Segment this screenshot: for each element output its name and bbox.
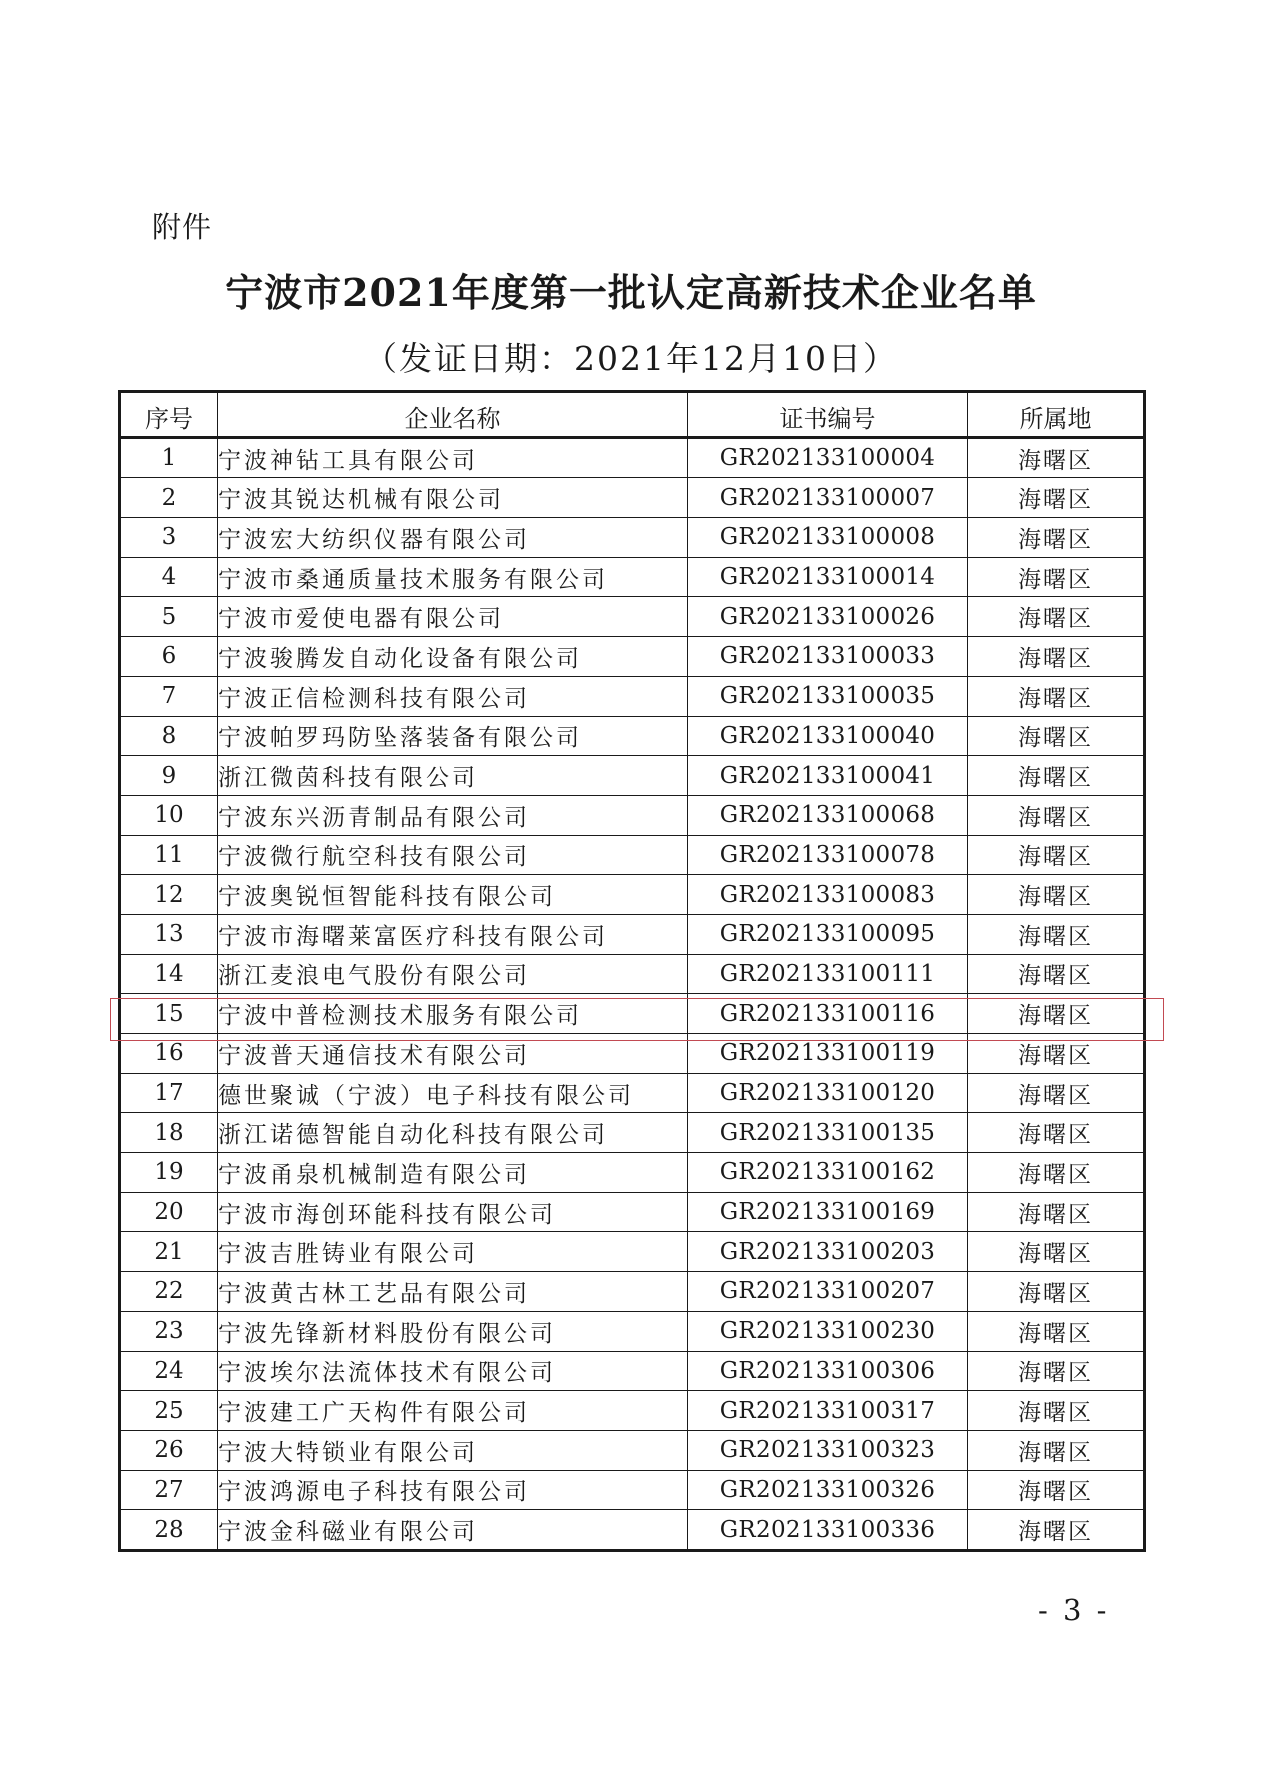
company-name: 浙江麦浪电气股份有限公司 <box>218 954 688 994</box>
certificate-number: GR202133100306 <box>688 1351 968 1391</box>
certificate-number: GR202133100119 <box>688 1034 968 1074</box>
row-index: 21 <box>120 1232 218 1272</box>
row-index: 23 <box>120 1311 218 1351</box>
district: 海曙区 <box>968 1232 1145 1272</box>
table-row <box>120 716 1145 756</box>
certificate-number: GR202133100111 <box>688 954 968 994</box>
district: 海曙区 <box>968 914 1145 954</box>
table-row <box>120 597 1145 637</box>
table-row <box>120 1073 1145 1113</box>
certificate-number: GR202133100095 <box>688 914 968 954</box>
table-row <box>120 676 1145 716</box>
table-row <box>120 478 1145 518</box>
row-index: 25 <box>120 1391 218 1431</box>
header-certificate-number: 证书编号 <box>688 392 968 438</box>
company-name: 宁波金科磁业有限公司 <box>218 1510 688 1551</box>
certificate-number: GR202133100004 <box>688 437 968 478</box>
table-row <box>120 795 1145 835</box>
company-name: 宁波微行航空科技有限公司 <box>218 835 688 875</box>
district: 海曙区 <box>968 637 1145 677</box>
row-index: 27 <box>120 1470 218 1510</box>
district: 海曙区 <box>968 994 1145 1034</box>
district: 海曙区 <box>968 1272 1145 1312</box>
row-index: 18 <box>120 1113 218 1153</box>
row-index: 3 <box>120 518 218 558</box>
table-row <box>120 637 1145 677</box>
table-row <box>120 1113 1145 1153</box>
district: 海曙区 <box>968 597 1145 637</box>
company-name: 宁波市爱使电器有限公司 <box>218 597 688 637</box>
certificate-number: GR202133100203 <box>688 1232 968 1272</box>
district: 海曙区 <box>968 954 1145 994</box>
company-name: 宁波中普检测技术服务有限公司 <box>218 994 688 1034</box>
district: 海曙区 <box>968 1073 1145 1113</box>
district: 海曙区 <box>968 1192 1145 1232</box>
certificate-number: GR202133100026 <box>688 597 968 637</box>
district: 海曙区 <box>968 1510 1145 1551</box>
certificate-number: GR202133100068 <box>688 795 968 835</box>
certificate-number: GR202133100008 <box>688 518 968 558</box>
certificate-number: GR202133100169 <box>688 1192 968 1232</box>
company-name: 宁波大特锁业有限公司 <box>218 1430 688 1470</box>
district: 海曙区 <box>968 1470 1145 1510</box>
company-name: 宁波宏大纺织仪器有限公司 <box>218 518 688 558</box>
certificate-number: GR202133100323 <box>688 1430 968 1470</box>
attachment-label: 附件 <box>152 210 213 244</box>
row-index: 8 <box>120 716 218 756</box>
company-name: 宁波帕罗玛防坠落装备有限公司 <box>218 716 688 756</box>
table-row <box>120 1351 1145 1391</box>
district: 海曙区 <box>968 875 1145 915</box>
table-row <box>120 518 1145 558</box>
certificate-number: GR202133100035 <box>688 676 968 716</box>
certificate-number: GR202133100040 <box>688 716 968 756</box>
certificate-number: GR202133100116 <box>688 994 968 1034</box>
company-name: 宁波黄古林工艺品有限公司 <box>218 1272 688 1312</box>
district: 海曙区 <box>968 1430 1145 1470</box>
company-name: 宁波市海创环能科技有限公司 <box>218 1192 688 1232</box>
certificate-number: GR202133100007 <box>688 478 968 518</box>
issue-date-subtitle: （发证日期：2021年12月10日） <box>364 339 898 378</box>
company-name: 宁波骏腾发自动化设备有限公司 <box>218 637 688 677</box>
table-row <box>120 1311 1145 1351</box>
row-index: 16 <box>120 1034 218 1074</box>
row-index: 7 <box>120 676 218 716</box>
company-name: 宁波其锐达机械有限公司 <box>218 478 688 518</box>
row-index: 9 <box>120 756 218 796</box>
district: 海曙区 <box>968 557 1145 597</box>
certificate-number: GR202133100135 <box>688 1113 968 1153</box>
row-index: 26 <box>120 1430 218 1470</box>
table-row <box>120 1272 1145 1312</box>
row-index: 1 <box>120 437 218 478</box>
row-index: 22 <box>120 1272 218 1312</box>
certificate-number: GR202133100014 <box>688 557 968 597</box>
header-district: 所属地 <box>968 392 1145 438</box>
company-name: 宁波东兴沥青制品有限公司 <box>218 795 688 835</box>
certificate-number: GR202133100230 <box>688 1311 968 1351</box>
row-index: 2 <box>120 478 218 518</box>
table-row <box>120 875 1145 915</box>
company-name: 宁波先锋新材料股份有限公司 <box>218 1311 688 1351</box>
district: 海曙区 <box>968 1391 1145 1431</box>
certificate-number: GR202133100336 <box>688 1510 968 1551</box>
certificate-number: GR202133100120 <box>688 1073 968 1113</box>
table-row <box>120 954 1145 994</box>
header-company-name: 企业名称 <box>218 392 688 438</box>
certificate-number: GR202133100033 <box>688 637 968 677</box>
row-index: 19 <box>120 1153 218 1193</box>
table-row <box>120 557 1145 597</box>
certificate-number: GR202133100207 <box>688 1272 968 1312</box>
table-row <box>120 914 1145 954</box>
district: 海曙区 <box>968 676 1145 716</box>
table-row <box>120 1034 1145 1074</box>
row-index: 5 <box>120 597 218 637</box>
table-row <box>120 756 1145 796</box>
header-index: 序号 <box>120 392 218 438</box>
row-index: 11 <box>120 835 218 875</box>
table-row <box>120 1510 1145 1551</box>
company-name: 浙江诺德智能自动化科技有限公司 <box>218 1113 688 1153</box>
table-row <box>120 437 1145 478</box>
certificate-number: GR202133100041 <box>688 756 968 796</box>
district: 海曙区 <box>968 518 1145 558</box>
company-name: 浙江微茵科技有限公司 <box>218 756 688 796</box>
table-row <box>120 1153 1145 1193</box>
company-name: 宁波市桑通质量技术服务有限公司 <box>218 557 688 597</box>
district: 海曙区 <box>968 478 1145 518</box>
company-name: 宁波正信检测科技有限公司 <box>218 676 688 716</box>
table-row <box>120 1232 1145 1272</box>
district: 海曙区 <box>968 716 1145 756</box>
certificate-number: GR202133100317 <box>688 1391 968 1431</box>
district: 海曙区 <box>968 437 1145 478</box>
district: 海曙区 <box>968 1113 1145 1153</box>
company-name: 宁波吉胜铸业有限公司 <box>218 1232 688 1272</box>
document-title: 宁波市2021年度第一批认定高新技术企业名单 <box>225 270 1037 315</box>
district: 海曙区 <box>968 835 1145 875</box>
certificate-number: GR202133100083 <box>688 875 968 915</box>
company-name: 宁波甬泉机械制造有限公司 <box>218 1153 688 1193</box>
company-name: 宁波埃尔法流体技术有限公司 <box>218 1351 688 1391</box>
page-number: - 3 - <box>1038 1593 1110 1627</box>
row-index: 4 <box>120 557 218 597</box>
company-name: 宁波普天通信技术有限公司 <box>218 1034 688 1074</box>
table-body <box>120 437 1145 1550</box>
table-row <box>120 835 1145 875</box>
district: 海曙区 <box>968 756 1145 796</box>
district: 海曙区 <box>968 795 1145 835</box>
district: 海曙区 <box>968 1153 1145 1193</box>
certificate-number: GR202133100078 <box>688 835 968 875</box>
row-index: 28 <box>120 1510 218 1551</box>
district: 海曙区 <box>968 1311 1145 1351</box>
table-row <box>120 1430 1145 1470</box>
table-row <box>120 1192 1145 1232</box>
company-name: 宁波建工广天构件有限公司 <box>218 1391 688 1431</box>
company-name: 宁波鸿源电子科技有限公司 <box>218 1470 688 1510</box>
table-row <box>120 1391 1145 1431</box>
company-name: 德世聚诚（宁波）电子科技有限公司 <box>218 1073 688 1113</box>
table-row <box>120 1470 1145 1510</box>
certificate-number: GR202133100162 <box>688 1153 968 1193</box>
certificate-number: GR202133100326 <box>688 1470 968 1510</box>
row-index: 13 <box>120 914 218 954</box>
company-name: 宁波市海曙莱富医疗科技有限公司 <box>218 914 688 954</box>
company-name: 宁波奥锐恒智能科技有限公司 <box>218 875 688 915</box>
enterprise-table <box>118 390 1146 1552</box>
row-index: 24 <box>120 1351 218 1391</box>
row-index: 12 <box>120 875 218 915</box>
table-row <box>120 994 1145 1034</box>
district: 海曙区 <box>968 1034 1145 1074</box>
district: 海曙区 <box>968 1351 1145 1391</box>
row-index: 10 <box>120 795 218 835</box>
company-name: 宁波神钻工具有限公司 <box>218 437 688 478</box>
row-index: 17 <box>120 1073 218 1113</box>
row-index: 20 <box>120 1192 218 1232</box>
row-index: 15 <box>120 994 218 1034</box>
table-header-row <box>120 392 1145 438</box>
row-index: 14 <box>120 954 218 994</box>
row-index: 6 <box>120 637 218 677</box>
